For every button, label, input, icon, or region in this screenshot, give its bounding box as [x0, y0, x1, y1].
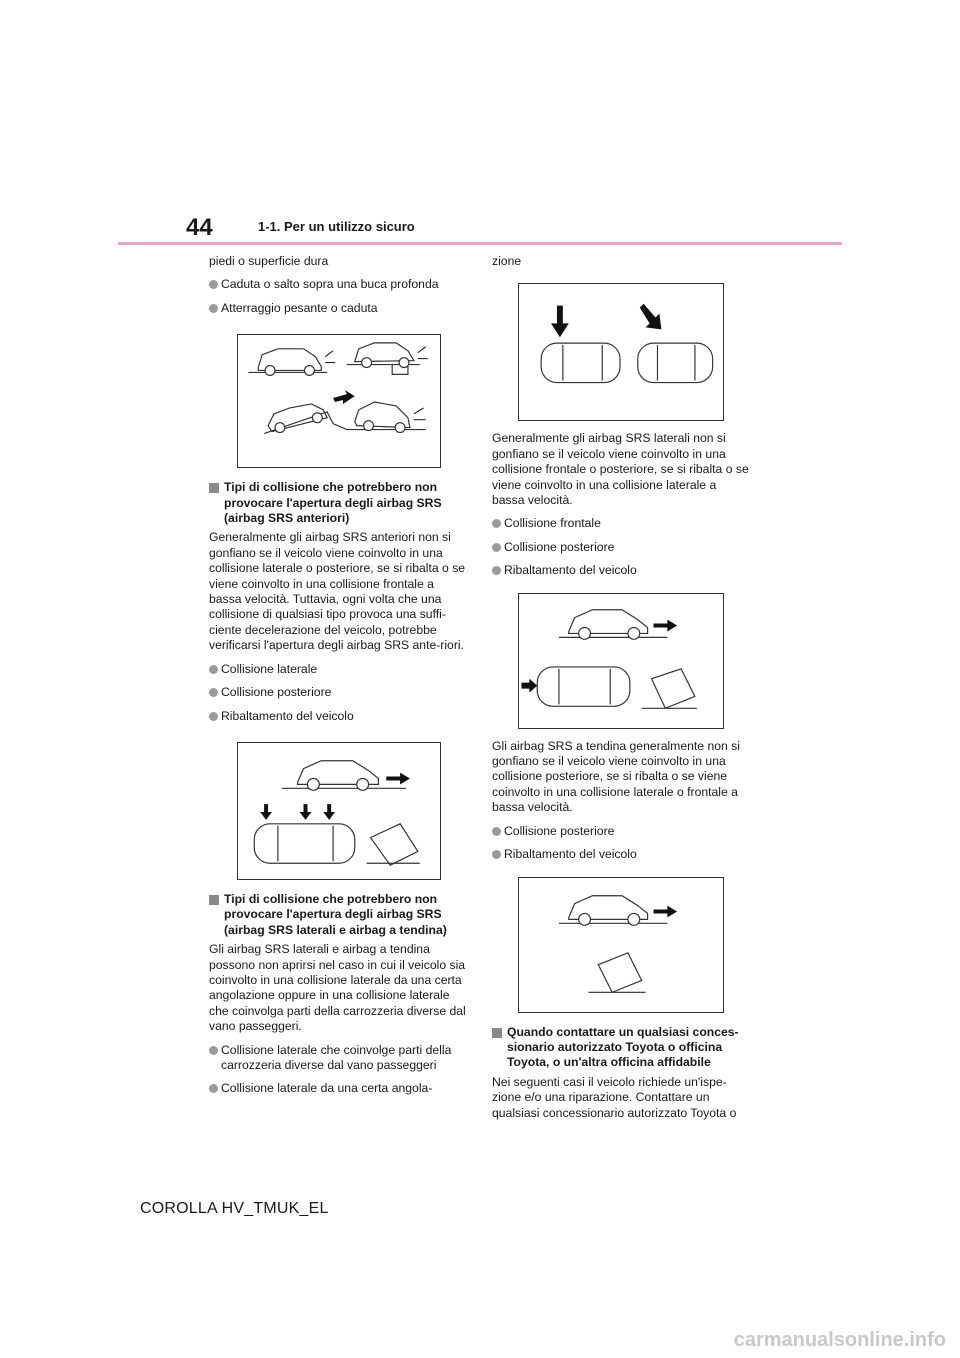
list-item: Collisione laterale — [209, 662, 469, 677]
bullet-dot — [209, 280, 218, 289]
curtain-nondeploy-illustration — [519, 878, 723, 1012]
bullet-dot — [492, 850, 501, 859]
left-column — [209, 254, 469, 1105]
list-item: Ribaltamento del veicolo — [492, 563, 752, 578]
heading-side-airbags: Tipi di collisione che potrebbero non provocare l'apertura degli airbag SRS (airbag SRS laterali e airbag a tendina) — [209, 892, 469, 938]
bullet-dot — [492, 519, 501, 528]
angled-side-collision-illustration — [519, 284, 723, 420]
list-item: Atterraggio pesante o caduta — [209, 301, 469, 316]
bullet-dot — [492, 827, 501, 836]
footer-model: COROLLA HV_TMUK_EL — [140, 1200, 329, 1217]
figure-side-bags-nondeploy — [518, 593, 724, 729]
section-square-icon — [209, 895, 219, 905]
figure-landing-impact — [237, 334, 441, 468]
bullet-dot — [209, 665, 218, 674]
paragraph-side-airbags: Gli airbag SRS laterali e airbag a tendina possono non aprirsi nel caso in cui il veicolo sia coinvolto in una collisione laterale da una certa angolazione oppure in una collisione laterale che coinvolga parti della carrozzeria diverse dal vano passeggeri. — [209, 942, 466, 1034]
front-nondeploy-illustration — [238, 743, 440, 879]
figure-front-nondeploy — [237, 742, 441, 880]
list-item: Collisione laterale da una certa angola- — [209, 1081, 469, 1096]
heading-contact-dealer: Quando contattare un qualsiasi conces-sionario autorizzato Toyota o officina Toyota, o un'altra officina affidabile — [492, 1025, 752, 1071]
paragraph-front-airbags: Generalmente gli airbag SRS anteriori non si gonfiano se il veicolo viene coinvolto in una collisione laterale o posteriore, se si ribalta o se viene coinvolto in una collisione frontale a bassa velocità. Tuttavia, ogni volta che una collisione di qualsiasi tipo provoca una suffi-ciente decelerazione del veicolo, potrebbe verificarsi l'apertura degli airbag SRS ante-riori. — [209, 530, 466, 653]
heading-front-airbags: Tipi di collisione che potrebbero non provocare l'apertura degli airbag SRS (airbag SRS anteriori) — [209, 480, 469, 526]
section-square-icon — [209, 483, 219, 493]
intro-text: piedi o superficie dura — [209, 254, 329, 268]
bullet-dot — [209, 1046, 218, 1055]
bullet-dot — [209, 712, 218, 721]
bullet-dot — [209, 304, 218, 313]
page-number: 44 — [186, 214, 213, 241]
list-item: Collisione frontale — [492, 516, 752, 531]
right-column — [492, 254, 752, 1129]
figure-angled-side-collision — [518, 283, 724, 421]
list-item: Collisione posteriore — [209, 685, 469, 700]
continuation-text: zione — [492, 254, 522, 268]
list-item: Collisione posteriore — [492, 824, 752, 839]
landing-impact-illustration — [238, 335, 440, 467]
paragraph-curtain-nondeploy: Gli airbag SRS a tendina generalmente non si gonfiano se il veicolo viene coinvolto in una collisione posteriore, se si ribalta o se viene coinvolto in una collisione laterale o frontale a bassa velocità. — [492, 738, 740, 815]
paragraph-side-bags-nondeploy: Generalmente gli airbag SRS laterali non si gonfiano se il veicolo viene coinvolto in una collisione frontale o posteriore, se si ribalta o se viene coinvolto in una collisione laterale a bassa velocità. — [492, 431, 749, 508]
paragraph-contact-dealer: Nei seguenti casi il veicolo richiede un'ispe-zione e/o una riparazione. Contattare un qualsiasi concessionario autorizzato Toyota o — [492, 1074, 737, 1120]
bullet-dot — [492, 543, 501, 552]
list-item: Caduta o salto sopra una buca profonda — [209, 277, 469, 292]
section-title: 1-1. Per un utilizzo sicuro — [258, 219, 415, 234]
section-square-icon — [492, 1028, 502, 1038]
side-bags-nondeploy-illustration — [519, 594, 723, 728]
bullet-dot — [209, 688, 218, 697]
bullet-dot — [209, 1084, 218, 1093]
watermark-text: carmanualsonline.info — [733, 1329, 946, 1351]
list-item: Collisione laterale che coinvolge parti della carrozzeria diverse dal vano passeggeri — [209, 1043, 469, 1074]
list-item: Collisione posteriore — [492, 540, 752, 555]
figure-curtain-nondeploy — [518, 877, 724, 1013]
header-rule — [118, 242, 842, 245]
list-item: Ribaltamento del veicolo — [209, 709, 469, 724]
bullet-dot — [492, 566, 501, 575]
list-item: Ribaltamento del veicolo — [492, 847, 752, 862]
